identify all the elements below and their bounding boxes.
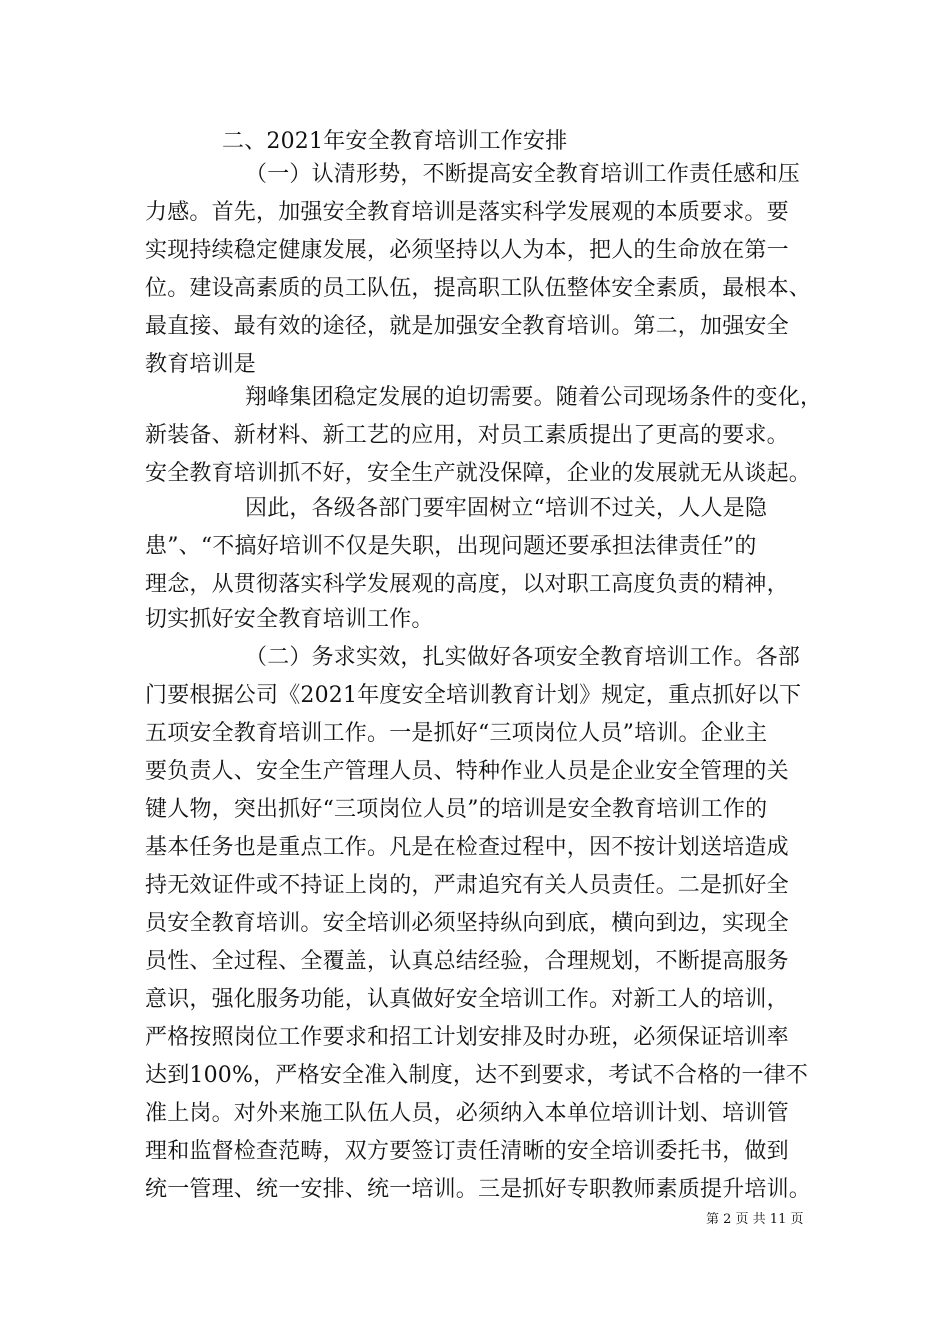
paragraph-line: 切实抓好安全教育培训工作。	[145, 607, 434, 632]
paragraph-line: （一）认清形势，不断提高安全教育培训工作责任感和压	[245, 162, 801, 187]
paragraph-line: 教育培训是	[145, 352, 257, 377]
paragraph-line: 最直接、最有效的途径，就是加强安全教育培训。第二，加强安全	[145, 314, 789, 339]
section-heading: 二、2021年安全教育培训工作安排	[222, 129, 568, 154]
paragraph-line: 严格按照岗位工作要求和招工计划安排及时办班，必须保证培训率	[145, 1025, 789, 1050]
paragraph-line: 理念，从贯彻落实科学发展观的高度，以对职工高度负责的精神，	[145, 572, 789, 597]
paragraph-line: 位。建设高素质的员工队伍，提高职工队伍整体安全素质，最根本、	[145, 276, 812, 301]
paragraph-line: 实现持续稳定健康发展，必须坚持以人为本，把人的生命放在第一	[145, 238, 789, 263]
paragraph-line: 要负责人、安全生产管理人员、特种作业人员是企业安全管理的关	[145, 759, 789, 784]
paragraph-line: 翔峰集团稳定发展的迫切需要。随着公司现场条件的变化，	[245, 385, 823, 410]
paragraph-line: 门要根据公司《2021年度安全培训教育计划》规定，重点抓好以下	[145, 683, 802, 708]
paragraph-line: 员安全教育培训。安全培训必须坚持纵向到底，横向到边，实现全	[145, 911, 789, 936]
paragraph-line: 患”、“不搞好培训不仅是失职，出现问题还要承担法律责任”的	[145, 534, 757, 559]
paragraph-line: 力感。首先，加强安全教育培训是落实科学发展观的本质要求。要	[145, 200, 789, 225]
paragraph-line: 安全教育培训抓不好，安全生产就没保障，企业的发展就无从谈起。	[145, 461, 812, 486]
paragraph-line: 员性、全过程、全覆盖，认真总结经验，合理规划，不断提高服务	[145, 949, 789, 974]
paragraph-line: 因此，各级各部门要牢固树立“培训不过关，人人是隐	[245, 496, 768, 521]
paragraph-line: 基本任务也是重点工作。凡是在检查过程中，因不按计划送培造成	[145, 835, 789, 860]
paragraph-line: 统一管理、统一安排、统一培训。三是抓好专职教师素质提升培训。	[145, 1177, 812, 1202]
page-number: 第 2 页 共 11 页	[706, 1212, 804, 1227]
paragraph-line: 新装备、新材料、新工艺的应用，对员工素质提出了更高的要求。	[145, 423, 789, 448]
paragraph-line: 五项安全教育培训工作。一是抓好“三项岗位人员”培训。企业主	[145, 721, 768, 746]
paragraph-line: 达到100%，严格安全准入制度，达不到要求，考试不合格的一律不	[145, 1063, 809, 1088]
paragraph-line: 理和监督检查范畴，双方要签订责任清晰的安全培训委托书，做到	[145, 1139, 789, 1164]
paragraph-line: 准上岗。对外来施工队伍人员，必须纳入本单位培训计划、培训管	[145, 1101, 789, 1126]
paragraph-line: 意识，强化服务功能，认真做好安全培训工作。对新工人的培训，	[145, 987, 789, 1012]
paragraph-line: 持无效证件或不持证上岗的，严肃追究有关人员责任。二是抓好全	[145, 873, 789, 898]
paragraph-line: （二）务求实效，扎实做好各项安全教育培训工作。各部	[245, 645, 801, 670]
paragraph-line: 键人物，突出抓好“三项岗位人员”的培训是安全教育培训工作的	[145, 797, 768, 822]
